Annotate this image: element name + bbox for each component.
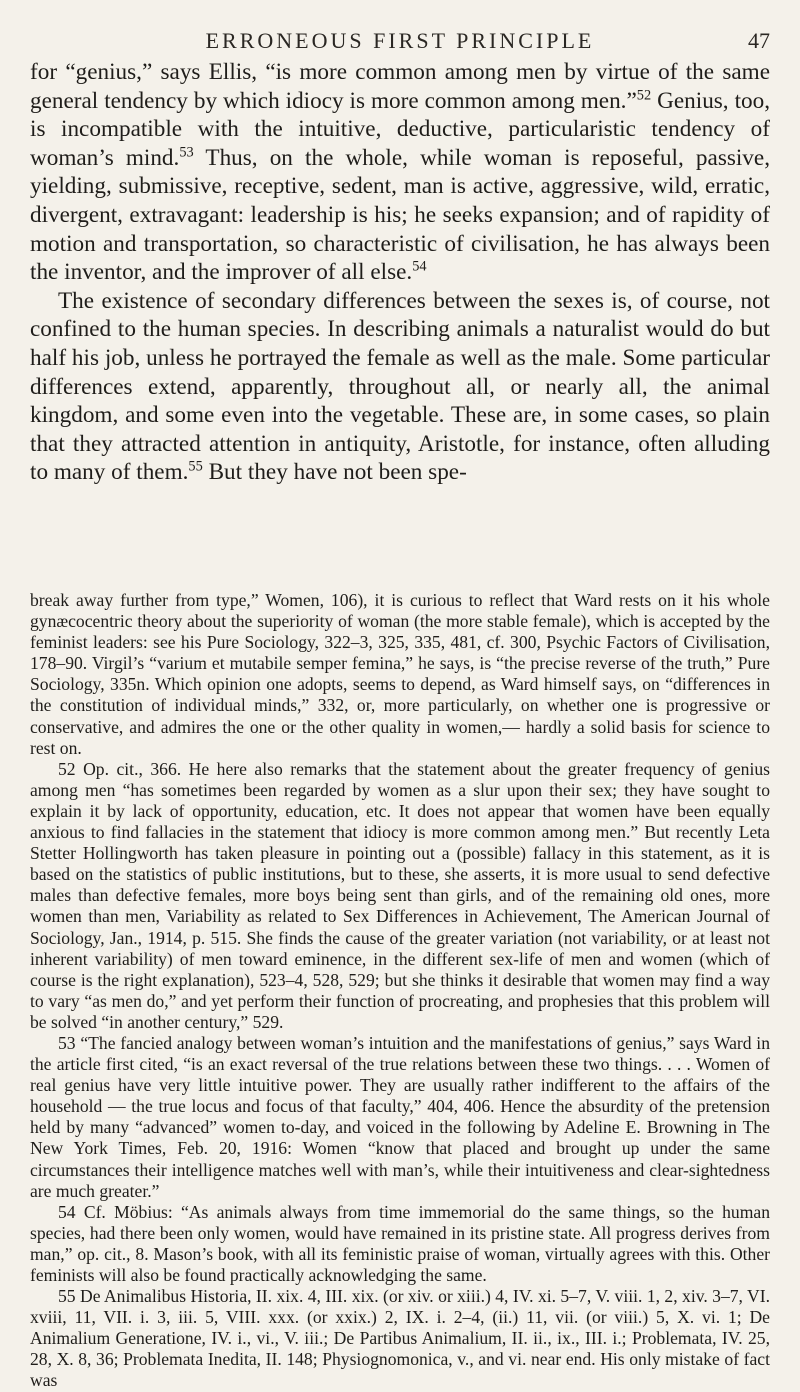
paragraph-2: The existence of secondary differences between the sexes is, of course, not confined to the human species. In describing animals a naturalist would do but half his job, unless he portrayed the female as well as the male. Some particular differences extend, apparently, throughout all, or nearly all, the animal kingdom, and some even into the vegetable. These are, in some cases, so plain that they attracted attention in antiquity, Aristotle, for instance, often alluding to many of them.$^{55}$ But they have not been spe- [30,287,770,486]
footnote-ref-55[interactable]: 55 [188,458,203,475]
page-number: 47 [748,28,770,53]
footnote-55: 55 De Animalibus Historia, II. xix. 4, III. xix. (or xiv. or xiii.) 4, IV. xi. 5–7, V. viii. 1, 2, xiv. 3–7, VI. xviii, 11, VII. i. 3, iii. 5, VIII. xxx. (or xxix.) 2, IX. i. 2–4, (ii.) 11, vii. (or viii.) 5, X. vi. 1; De Animalium Generatione, IV. i., vi., V. iii.; De Partibus Animalium, II. ii., ix., III. i.; Problemata, IV. 25, 28, X. 8, 36; Problemata Inedita, II. 148; Physiognomonica, v., and vi. near end. His only mistake of fact was [30,1286,770,1391]
footnote-52: 52 Op. cit., 366. He here also remarks that the statement about the greater frequency of genius among men “has sometimes been regarded by women as a slur upon their sex; they have sought to explain it by lack of opportunity, education, etc. It does not appear that women have been equally anxious to find fallacies in the statement that idiocy is more common among men.” But recently Leta Stetter Hollingworth has taken pleasure in pointing out a (possible) fallacy in this statement, as it is based on the statistics of public institutions, but to these, she asserts, it is more usual to send defective males than defective females, more boys being sent than girls, and of the remaining old ones, more women than men, Variability as related to Sex Differences in Achievement, The American Journal of Sociology, Jan., 1914, p. 515. She finds the cause of the greater variation (not variability, or at least not inherent variability) of men toward eminence, in the different sex-life of men and women (which of course is the right explanation), 523–4, 528, 529; but she thinks it desirable that women may find a way to vary “as men do,” and yet perform their function of procreating, and prophesies that this problem will be solved “in another century,” 529. [30,758,770,1032]
footnote-54: 54 Cf. Möbius: “As animals always from time immemorial do the same things, so the human species, had there been only women, would have remained in its pristine state. All progress derives from man,” op. cit., 8. Mason’s book, with all its feministic praise of woman, virtually agrees with this. Other feminists will also be found practically acknowledging the same. [30,1201,770,1285]
footnote-ref-52[interactable]: 52 [636,86,652,103]
paragraph-1: for “genius,” says Ellis, “is more common among men by virtue of the same general tendency by which idiocy is more common among men.”$^{52}$ Genius, too, is incompatible with the intuitive, deductive, particularistic tendency of woman’s mind.$^{53}$ Thus, on the whole, while woman is reposeful, passive, yielding, submissive, receptive, sedent, man is active, aggressive, wild, erratic, divergent, extravagant: leadership is his; he seeks expansion; and of rapidity of motion and transportation, so characteristic of civilisation, he has always been the inventor, and the improver of all else.$^{54}$ [30,59,770,286]
main-text [30,58,770,487]
footnote-ref-54[interactable]: 54 [412,258,427,275]
running-title: ERRONEOUS FIRST PRINCIPLE [205,28,595,53]
footnotes [30,590,770,1392]
footnote-continuation: break away further from type,” Women, 106), it is curious to reflect that Ward rests on it his whole gynæcocentric theory about the superiority of woman (the more stable female), which is accepted by the feminist leaders: see his Pure Sociology, 322–3, 325, 335, 481, cf. 300, Psychic Factors of Civilisation, 178–90. Virgil’s “varium et mutabile semper femina,” he says, is “the precise reverse of the truth,” Pure Sociology, 335n. Which opinion one adopts, seems to depend, as Ward himself says, on “differences in the constitution of individual minds,” 332, or, more particularly, on whether one is progressive or conservative, and admires the one or the other quality in women,— hardly a solid basis for science to rest on. [30,590,770,758]
footnote-ref-53[interactable]: 53 [179,144,194,161]
footnote-53: 53 “The fancied analogy between woman’s intuition and the manifestations of genius,” says Ward in the article first cited, “is an exact reversal of the true relations between these two things. . . . Women of real genius have very little intuitive power. They are usually rather indifferent to the affairs of the household — the true locus and focus of that faculty,” 404, 406. Hence the absurdity of the pretension held by many “advanced” women to-day, and voiced in the following by Adeline E. Browning in The New York Times, Feb. 20, 1916: Women “know that placed and brought up under the same circumstances their intelligence matches well with man’s, while their intuitiveness and clear-sightedness are much greater.” [30,1032,770,1201]
